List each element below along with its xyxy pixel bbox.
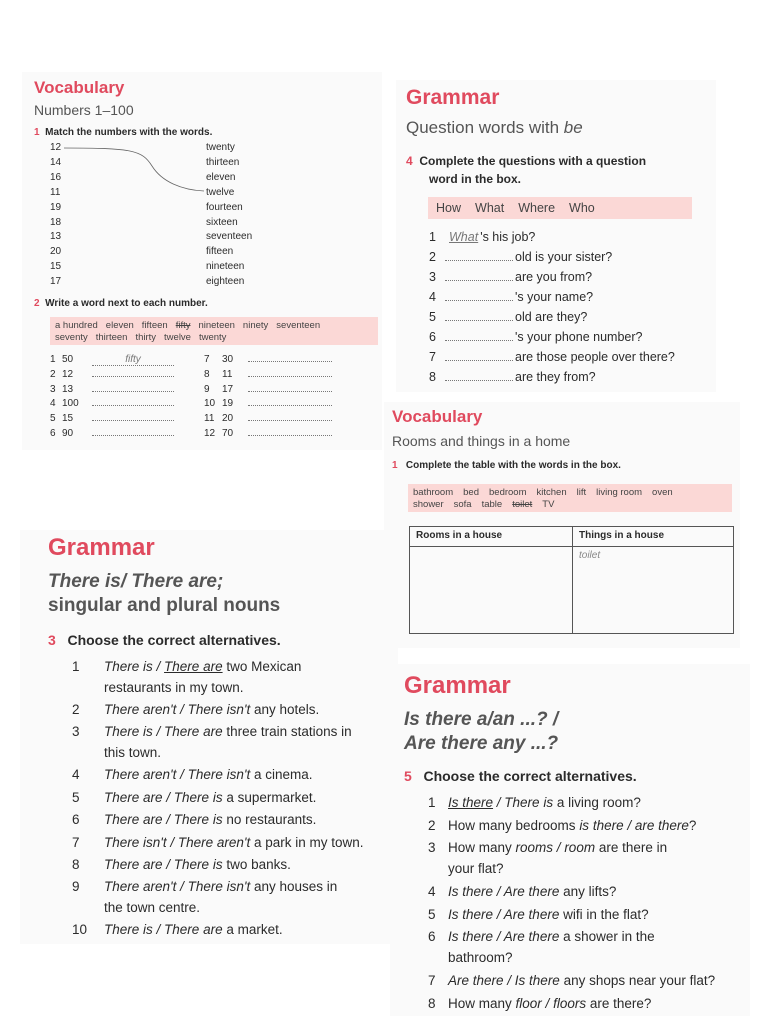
section-subtitle: Rooms and things in a home xyxy=(392,433,571,449)
answer-blank[interactable]: What xyxy=(449,230,479,244)
item-number: 1 xyxy=(429,230,436,244)
section-title: Grammar xyxy=(48,534,155,561)
choice-pre: How many xyxy=(448,840,516,855)
answer-blank[interactable] xyxy=(445,380,513,381)
question-text: 's your phone number? xyxy=(515,330,643,344)
item-number: 9 xyxy=(72,879,80,895)
answer-blank[interactable] xyxy=(248,391,332,392)
choice-a[interactable]: rooms xyxy=(515,840,554,855)
item-number: 8 xyxy=(204,368,210,380)
item-number: 1 xyxy=(72,659,80,674)
choice-item xyxy=(428,815,750,836)
choice-separator: / xyxy=(493,929,504,944)
exercise-3-heading: 3 Choose the correct alternatives. xyxy=(48,632,281,648)
question-text: old are they? xyxy=(515,310,588,324)
item-number: 5 xyxy=(429,310,436,324)
box-word: sofa xyxy=(453,499,472,510)
choice-separator: / xyxy=(166,834,178,850)
choice-item xyxy=(428,970,750,991)
choice-a[interactable]: There are xyxy=(104,857,163,872)
answer-row xyxy=(50,384,174,395)
choice-a[interactable]: Is there xyxy=(448,795,494,810)
choice-separator: / xyxy=(553,840,565,855)
question-text: are you from? xyxy=(515,270,593,284)
section-title: Vocabulary xyxy=(392,407,483,426)
choice-a[interactable]: There are xyxy=(104,789,163,805)
choice-separator: / xyxy=(152,659,165,674)
answer-row xyxy=(204,384,332,395)
answer-blank[interactable] xyxy=(445,360,513,361)
item-number: 6 xyxy=(50,428,56,439)
choice-item xyxy=(72,656,398,698)
section-title: Grammar xyxy=(404,672,511,699)
answer-blank[interactable] xyxy=(92,405,174,406)
box-word: twelve xyxy=(164,332,191,343)
choice-rest: are there in xyxy=(595,840,668,855)
answer-row xyxy=(50,428,174,439)
item-number: 1 xyxy=(428,795,436,810)
choice-rest: any hotels. xyxy=(250,702,320,717)
match-word: seventeen xyxy=(206,231,253,243)
item-number: 2 xyxy=(429,250,436,264)
match-word: nineteen xyxy=(206,261,245,273)
box-word: a hundred xyxy=(55,320,98,331)
answer-blank[interactable] xyxy=(248,435,332,436)
item-number: 11 xyxy=(204,413,215,425)
item-value: 19 xyxy=(222,398,234,410)
item-number: 5 xyxy=(50,413,56,425)
section-subtitle: Numbers 1–100 xyxy=(34,102,134,118)
choice-rest: a shower in the xyxy=(559,929,655,944)
item-number: 12 xyxy=(204,428,216,439)
word-box xyxy=(50,317,378,345)
answer-blank[interactable] xyxy=(248,405,332,406)
rooms-word-box xyxy=(408,484,732,512)
answer-blank[interactable] xyxy=(92,420,174,421)
choice-rest: two Mexican xyxy=(222,659,302,674)
answer-blank[interactable] xyxy=(445,260,513,261)
choice-b[interactable]: There are xyxy=(164,724,223,740)
answer-blank[interactable] xyxy=(248,420,332,421)
question-item xyxy=(429,310,587,324)
choice-b[interactable]: There are xyxy=(164,922,223,938)
answer-blank[interactable] xyxy=(92,435,174,436)
question-text: 's your name? xyxy=(515,290,594,304)
choice-b[interactable]: There are xyxy=(164,659,223,674)
item-number: 1 xyxy=(50,354,56,365)
question-text: 's his job? xyxy=(480,230,536,244)
item-number: 3 xyxy=(50,383,56,395)
question-item xyxy=(429,330,642,344)
box-word: What xyxy=(475,201,505,215)
item-value: 17 xyxy=(222,383,234,395)
box-word: lift xyxy=(576,487,587,498)
answer-blank[interactable] xyxy=(248,361,332,362)
match-word: sixteen xyxy=(206,216,238,228)
box-word: toilet xyxy=(512,499,533,510)
item-number: 8 xyxy=(429,370,436,384)
section-title: Vocabulary xyxy=(34,78,125,97)
choice-a[interactable]: There aren't xyxy=(104,879,177,895)
item-number: 7 xyxy=(204,354,210,365)
box-word: twenty xyxy=(198,332,227,343)
box-word: TV xyxy=(542,499,555,510)
vocab-rooms-panel xyxy=(384,402,740,648)
answer-blank[interactable] xyxy=(445,320,513,321)
choice-rest: a supermarket. xyxy=(222,789,317,805)
choice-b[interactable]: Are there xyxy=(503,929,560,944)
exercise-4-heading: 4 Complete the questions with a question word in the box. xyxy=(406,154,647,186)
box-word: oven xyxy=(652,487,673,498)
item-number: 5 xyxy=(72,789,80,805)
choice-b[interactable]: There is xyxy=(173,789,223,805)
choice-pre: How many bedrooms xyxy=(448,817,580,833)
choice-item xyxy=(72,832,398,853)
choice-b[interactable]: are there xyxy=(634,817,689,833)
item-number: 3 xyxy=(428,840,436,855)
choice-rest: are there? xyxy=(586,995,652,1011)
item-number: 2 xyxy=(50,368,56,380)
choice-a[interactable]: There are xyxy=(104,812,163,828)
rooms-cell[interactable] xyxy=(410,547,573,634)
match-word: twenty xyxy=(206,142,235,153)
choice-item xyxy=(72,764,398,785)
box-word: eleven xyxy=(105,320,134,331)
match-number: 12 xyxy=(50,142,62,153)
choice-a[interactable]: There aren't xyxy=(104,702,177,717)
choice-item xyxy=(72,721,398,763)
item-number: 6 xyxy=(429,330,436,344)
choice-b[interactable]: There is xyxy=(173,857,223,872)
answer-row xyxy=(204,398,332,409)
box-word: seventeen xyxy=(276,320,321,331)
match-number: 18 xyxy=(50,216,62,228)
answer-blank[interactable] xyxy=(92,391,174,392)
box-word: How xyxy=(436,201,462,215)
choice-item xyxy=(428,904,750,925)
choice-item xyxy=(428,792,750,813)
choice-separator: / xyxy=(493,884,504,899)
choice-rest-cont: bathroom? xyxy=(448,950,513,965)
choice-rest: any shops near your flat? xyxy=(559,973,716,988)
choice-rest: no restaurants. xyxy=(222,812,317,828)
item-number: 2 xyxy=(72,702,80,717)
choice-rest: ? xyxy=(688,817,697,833)
choice-rest: two banks. xyxy=(222,857,291,872)
match-word: fifteen xyxy=(206,246,234,258)
choice-separator: / xyxy=(162,789,174,805)
choice-separator: / xyxy=(503,973,515,988)
match-number: 13 xyxy=(50,231,62,243)
item-value: 70 xyxy=(222,428,234,439)
grammar-question-words-panel xyxy=(396,80,716,392)
choice-a[interactable]: Is there xyxy=(448,929,494,944)
item-number: 4 xyxy=(428,884,436,899)
answer-row xyxy=(204,428,332,439)
question-text: are those people over there? xyxy=(515,350,675,364)
item-number: 8 xyxy=(72,857,80,872)
match-number: 17 xyxy=(50,276,62,288)
answer-row xyxy=(50,369,174,380)
box-word: thirty xyxy=(135,332,157,343)
box-word: Where xyxy=(518,201,556,215)
question-item xyxy=(429,350,675,364)
choice-a[interactable]: is there xyxy=(579,817,624,833)
answer-row xyxy=(204,354,332,365)
choice-b[interactable]: There isn't xyxy=(187,879,251,895)
match-number: 19 xyxy=(50,201,62,213)
choice-separator: / xyxy=(623,817,635,833)
item-number: 6 xyxy=(428,929,436,944)
match-number: 11 xyxy=(50,186,61,198)
choice-a[interactable]: Are there xyxy=(448,973,504,988)
box-word: nineteen xyxy=(198,320,235,331)
match-number: 16 xyxy=(50,171,62,183)
choice-item xyxy=(72,787,398,808)
choice-item xyxy=(72,876,398,918)
choice-b[interactable]: Is there xyxy=(514,973,560,988)
item-value: 13 xyxy=(62,383,74,395)
item-number: 4 xyxy=(50,398,56,410)
choice-item xyxy=(72,919,398,940)
choice-item xyxy=(428,881,750,902)
grammar-there-is-panel xyxy=(20,530,398,944)
answer-row xyxy=(50,354,174,366)
answer-row xyxy=(50,413,174,424)
answer-blank[interactable] xyxy=(445,340,513,341)
choice-rest: a park in my town. xyxy=(250,834,364,850)
box-word: thirteen xyxy=(95,332,128,343)
choice-a[interactable]: There isn't xyxy=(104,834,167,850)
choice-b[interactable]: There is xyxy=(173,812,223,828)
choice-b[interactable]: There aren't xyxy=(177,834,251,850)
item-number: 5 xyxy=(428,906,436,922)
choice-separator: / xyxy=(162,857,174,872)
choice-separator: / xyxy=(176,767,188,783)
item-number: 6 xyxy=(72,812,80,828)
item-number: 4 xyxy=(72,767,80,783)
exercise-1-heading: 1 Match the numbers with the words. xyxy=(34,127,213,138)
item-number: 3 xyxy=(72,724,80,740)
item-value: 11 xyxy=(222,368,233,380)
exercise-1-heading: 1 Complete the table with the words in the box. xyxy=(392,460,621,471)
box-word: bedroom xyxy=(489,487,527,498)
box-word: living room xyxy=(596,487,643,498)
item-value: 20 xyxy=(222,413,234,425)
match-number: 15 xyxy=(50,261,62,273)
choice-separator: / xyxy=(152,724,165,740)
match-number: 14 xyxy=(50,156,62,168)
question-item xyxy=(429,270,592,284)
choice-a[interactable]: There is xyxy=(104,922,153,938)
answer-row xyxy=(204,413,332,424)
answer-blank[interactable] xyxy=(248,376,332,377)
choice-separator: / xyxy=(541,995,554,1011)
choice-b[interactable]: There is xyxy=(504,795,554,810)
box-word: table xyxy=(481,499,503,510)
item-number: 10 xyxy=(72,922,88,938)
question-text: are they from? xyxy=(515,370,596,384)
choice-rest-cont: restaurants in my town. xyxy=(104,680,244,695)
choice-b[interactable]: There isn't xyxy=(187,767,251,783)
match-word: eighteen xyxy=(206,276,245,288)
choice-item xyxy=(72,809,398,830)
box-word: bathroom xyxy=(413,487,454,498)
answer-blank[interactable] xyxy=(445,280,513,281)
question-text: old is your sister? xyxy=(515,250,613,264)
choice-a[interactable]: Is there xyxy=(448,884,494,899)
choice-a[interactable]: There aren't xyxy=(104,767,177,783)
box-word: seventy xyxy=(55,332,88,343)
choice-separator: / xyxy=(176,702,188,717)
item-value: 12 xyxy=(62,368,74,380)
table-header-rooms: Rooms in a house xyxy=(410,527,573,547)
choice-b[interactable]: Are there xyxy=(503,906,560,922)
choice-separator: / xyxy=(493,906,504,922)
choice-separator: / xyxy=(152,922,165,938)
choice-a[interactable]: floor xyxy=(515,995,542,1011)
item-number: 9 xyxy=(204,383,210,395)
choice-rest: any houses in xyxy=(250,879,338,895)
item-value: 30 xyxy=(222,354,234,365)
item-number: 8 xyxy=(428,995,436,1011)
choice-rest: any lifts? xyxy=(559,884,617,899)
choice-a[interactable]: There is xyxy=(104,724,153,740)
match-word: fourteen xyxy=(206,201,243,213)
item-value: 50 xyxy=(62,354,74,365)
choice-b[interactable]: There isn't xyxy=(187,702,251,717)
choice-rest-cont: this town. xyxy=(104,745,162,761)
choice-b[interactable]: room xyxy=(564,840,596,855)
section-title: Grammar xyxy=(406,86,500,109)
choice-separator: / xyxy=(162,812,174,828)
question-item xyxy=(429,250,612,264)
choice-separator: / xyxy=(176,879,188,895)
rooms-table xyxy=(409,526,734,634)
item-value: 15 xyxy=(62,413,74,425)
item-number: 7 xyxy=(428,973,436,988)
box-word: shower xyxy=(413,499,444,510)
box-word: bed xyxy=(463,487,479,498)
choice-item xyxy=(428,837,750,879)
choice-a[interactable]: There is xyxy=(104,659,153,674)
match-word: twelve xyxy=(206,186,235,198)
answer-blank[interactable]: fifty xyxy=(92,354,174,366)
section-subtitle: There is/ There are; singular and plural nouns xyxy=(48,571,281,616)
choice-rest-cont: your flat? xyxy=(448,861,504,876)
choice-rest: a living room? xyxy=(553,795,641,810)
match-number: 20 xyxy=(50,246,62,258)
table-header-things: Things in a house xyxy=(573,527,734,547)
vocab-numbers-panel xyxy=(22,72,382,450)
answer-blank[interactable] xyxy=(92,376,174,377)
exercise-5-heading: 5 Choose the correct alternatives. xyxy=(404,768,637,784)
choice-separator: / xyxy=(493,795,505,810)
box-word: Who xyxy=(569,201,595,215)
match-word: thirteen xyxy=(206,156,240,168)
choice-rest: a market. xyxy=(222,922,283,938)
choice-item xyxy=(72,854,398,875)
section-subtitle: Is there a/an ...? / Are there any ...? xyxy=(404,709,559,754)
item-number: 2 xyxy=(428,817,436,833)
question-item xyxy=(429,370,596,384)
box-word: ninety xyxy=(242,320,269,331)
choice-item xyxy=(428,926,750,968)
box-word: fifteen xyxy=(141,320,168,331)
box-word: kitchen xyxy=(536,487,567,498)
things-cell[interactable]: toilet xyxy=(573,547,734,634)
box-word: fifty xyxy=(175,320,191,331)
section-subtitle: Question words with be xyxy=(406,118,583,137)
match-word: eleven xyxy=(206,171,236,183)
item-number: 10 xyxy=(204,398,216,410)
item-value: 90 xyxy=(62,428,74,439)
choice-pre: How many xyxy=(448,995,516,1011)
question-item xyxy=(429,290,593,304)
answer-row xyxy=(204,369,332,380)
answer-blank[interactable] xyxy=(445,300,513,301)
item-number: 4 xyxy=(429,290,436,304)
choice-b[interactable]: Are there xyxy=(503,884,560,899)
answer-row xyxy=(50,398,174,409)
choice-rest: three train stations in xyxy=(222,724,352,740)
item-number: 3 xyxy=(429,270,436,284)
choice-rest: a cinema. xyxy=(250,767,313,783)
exercise-2-heading: 2 Write a word next to each number. xyxy=(34,298,208,309)
question-item xyxy=(429,230,535,244)
match-line xyxy=(62,144,212,194)
question-word-box xyxy=(428,197,692,219)
choice-rest-cont: the town centre. xyxy=(104,900,201,916)
item-number: 7 xyxy=(72,834,80,850)
choice-rest: wifi in the flat? xyxy=(559,906,649,922)
choice-b[interactable]: floors xyxy=(553,995,587,1011)
item-value: 100 xyxy=(62,398,79,410)
item-number: 7 xyxy=(429,350,436,364)
choice-item xyxy=(72,699,398,720)
choice-a[interactable]: Is there xyxy=(448,906,494,922)
grammar-is-there-panel xyxy=(390,664,750,1016)
choice-item xyxy=(428,993,750,1014)
